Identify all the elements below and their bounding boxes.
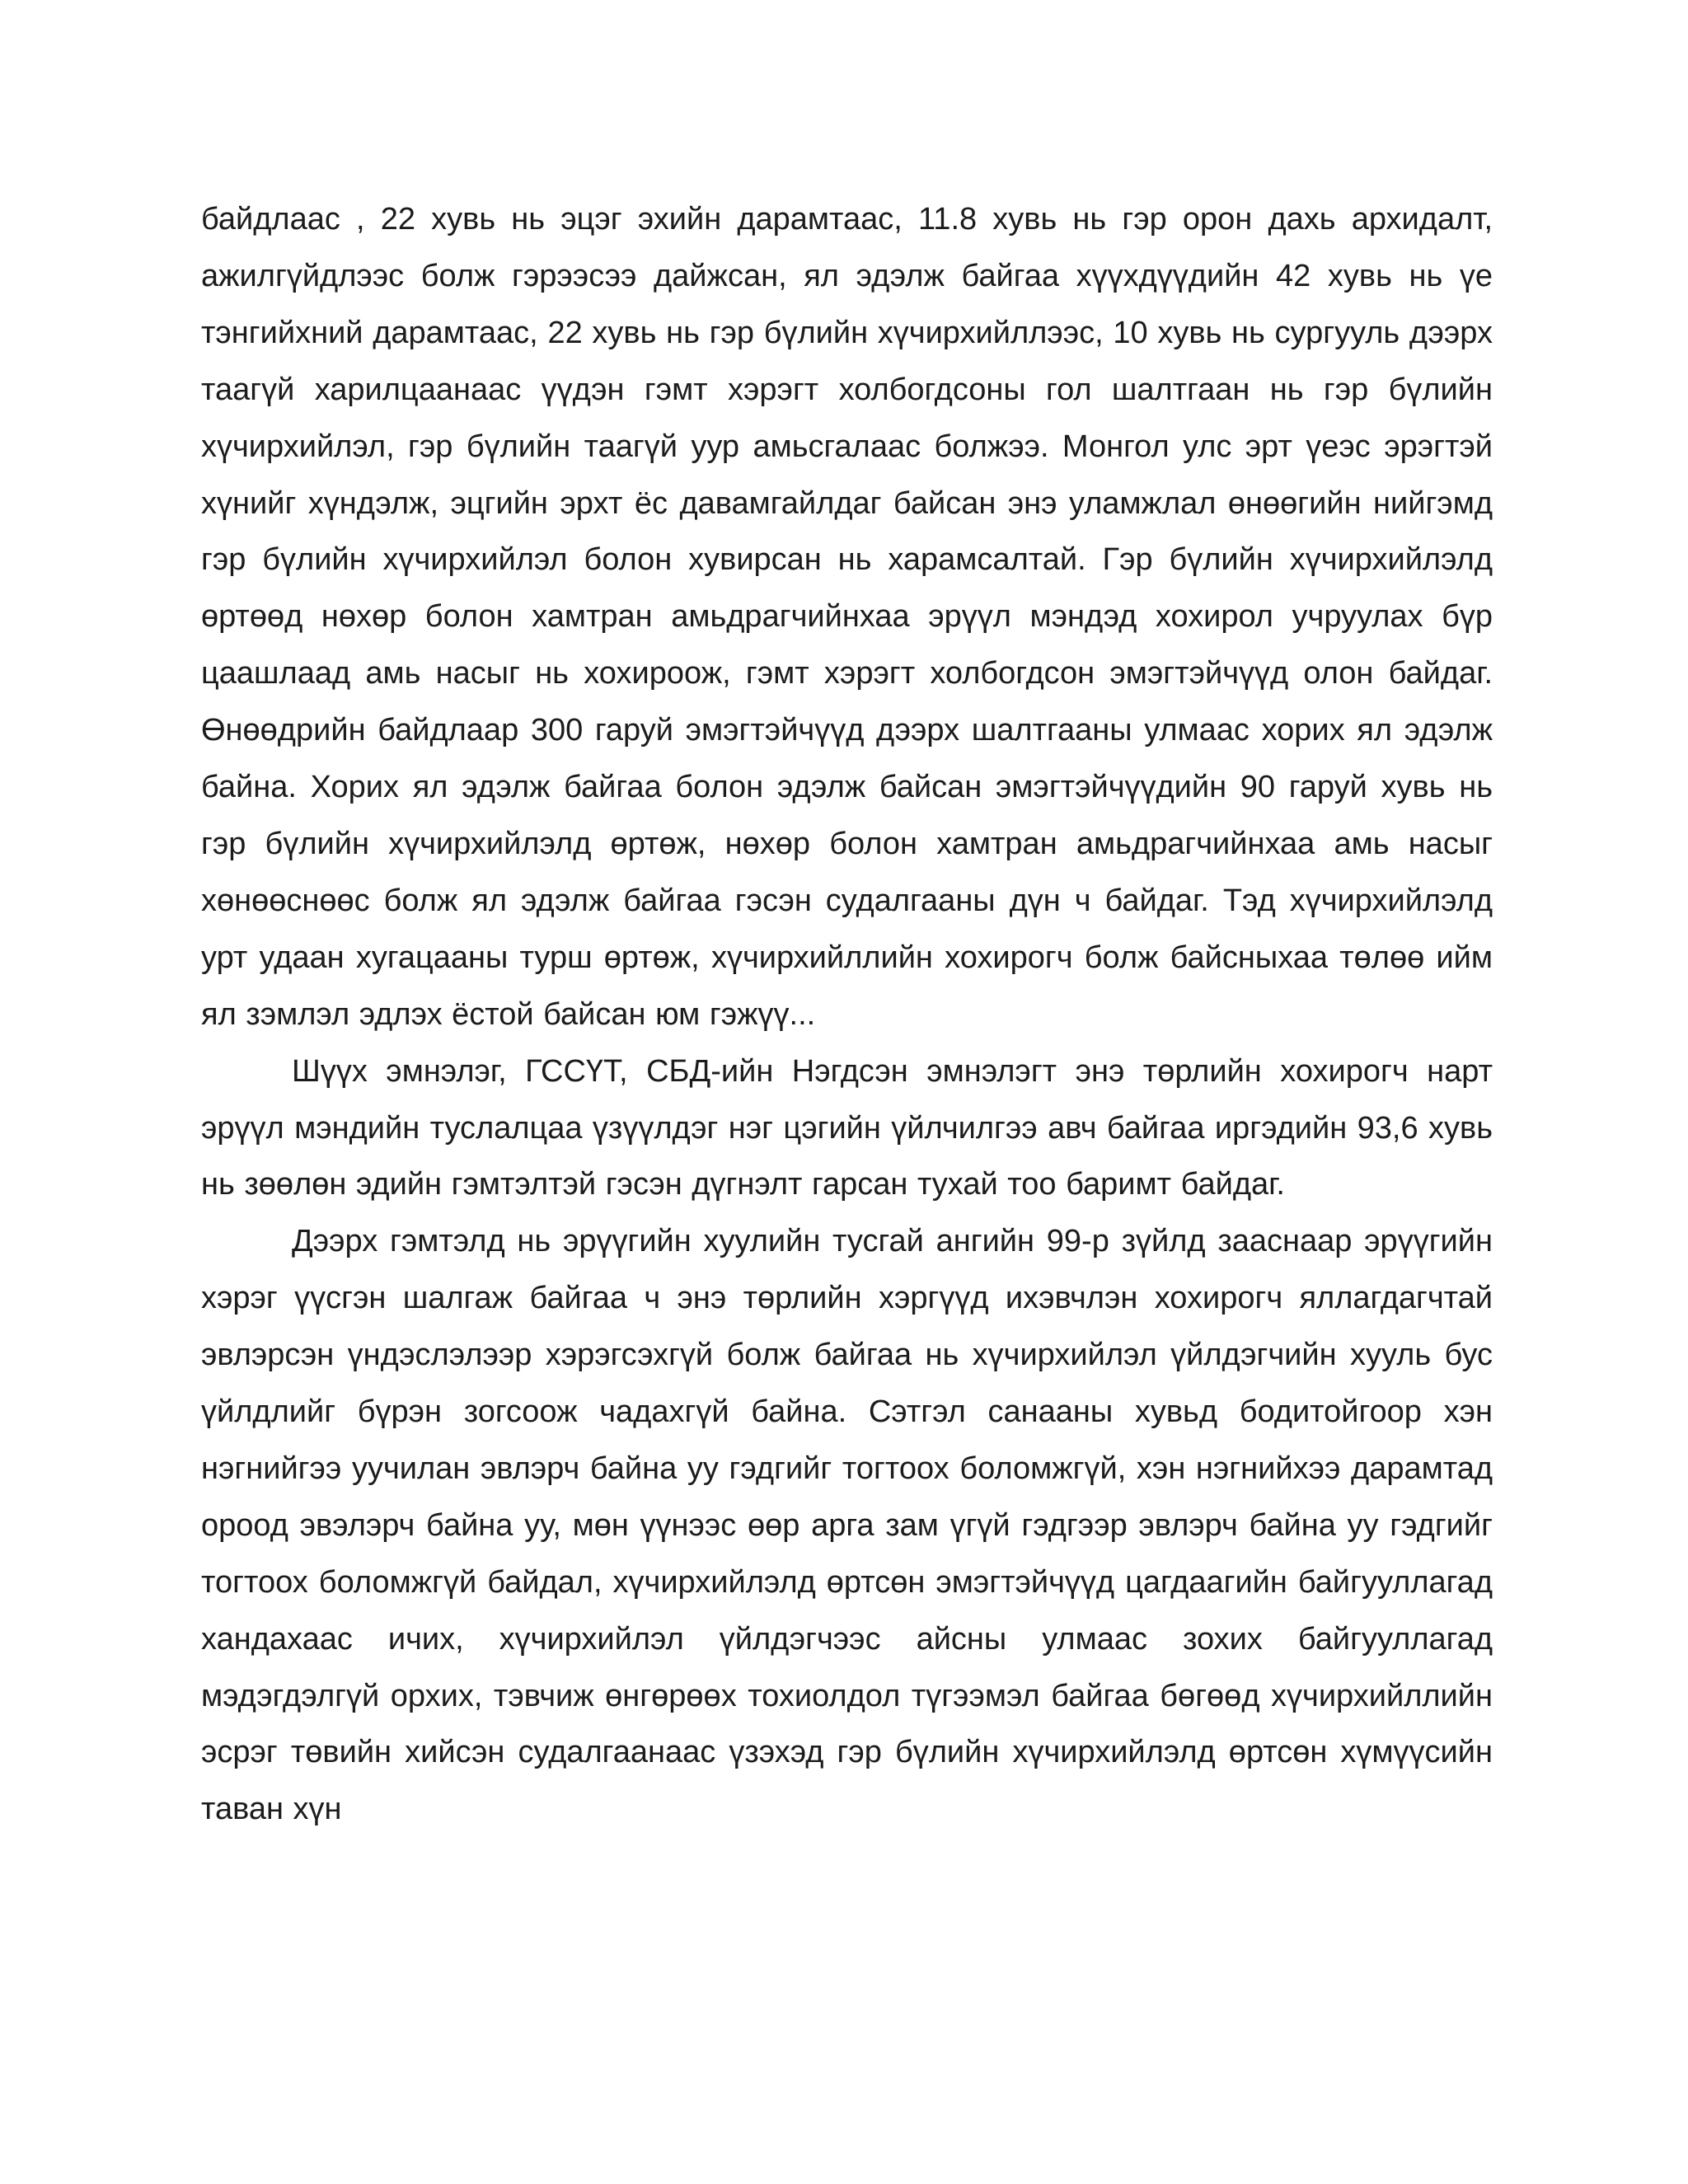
paragraph-2: Шүүх эмнэлэг, ГССҮТ, СБД-ийн Нэгдсэн эмнэлэгт энэ төрлийн хохирогч нарт эрүүл мэндийн туслалцаа үзүүлдэг нэг цэгийн үйлчилгээ авч байгаа иргэдийн 93,6 хувь нь зөөлөн эдийн гэмтэлтэй гэсэн дүгнэлт гарсан тухай тоо баримт байдаг. bbox=[201, 1053, 1493, 1202]
paragraph-1: байдлаас , 22 хувь нь эцэг эхийн дарамтаас, 11.8 хувь нь гэр орон дахь архидалт, ажилгүйдлээс болж гэрээсээ дайжсан, ял эдэлж байгаа хүүхдүүдийн 42 хувь нь үе тэнгийхний дарамтаас, 22 хувь нь гэр бүлийн хүчирхийллээс, 10 хувь нь сургууль дээрх таагүй харилцаанаас үүдэн гэмт хэрэгт холбогдсоны гол шалтгаан нь гэр бүлийн хүчирхийлэл, гэр бүлийн таагүй уур амьсгалаас болжээ. Монгол улс эрт үеэс эрэгтэй хүнийг хүндэлж, эцгийн эрхт ёс давамгайлдаг байсан энэ уламжлал өнөөгийн нийгэмд гэр бүлийн хүчирхийлэл болон хувирсан нь харамсалтай. Гэр бүлийн хүчирхийлэлд өртөөд нөхөр болон хамтран амьдрагчийнхаа эрүүл мэндэд хохирол учруулах бүр цаашлаад амь насыг нь хохироож, гэмт хэрэгт холбогдсон эмэгтэйчүүд олон байдаг. Өнөөдрийн байдлаар 300 гаруй эмэгтэйчүүд дээрх шалтгааны улмаас хорих ял эдэлж байна. Хорих ял эдэлж байгаа болон эдэлж байсан эмэгтэйчүүдийн 90 гаруй хувь нь гэр бүлийн хүчирхийлэлд өртөж, нөхөр болон хамтран амьдрагчийнхаа амь насыг хөнөөснөөс болж ял эдэлж байгаа гэсэн судалгааны дүн ч байдаг. Тэд хүчирхийлэлд урт удаан хугацааны турш өртөж, хүчирхийллийн хохирогч болж байсныхаа төлөө ийм ял зэмлэл эдлэх ёстой байсан юм гэжүү... bbox=[201, 202, 1493, 1032]
paragraph-3: Дээрх гэмтэлд нь эрүүгийн хуулийн тусгай ангийн 99-р зүйлд зааснаар эрүүгийн хэрэг үүсгэн шалгаж байгаа ч энэ төрлийн хэргүүд ихэвчлэн хохирогч яллагдагчтай эвлэрсэн үндэслэлээр хэрэгсэхгүй болж байгаа нь хүчирхийлэл үйлдэгчийн хууль бус үйлдлийг бүрэн зогсоож чадахгүй байна. Сэтгэл санааны хувьд бодитойгоор хэн нэгнийгээ уучилан эвлэрч байна уу гэдгийг тогтоох боломжгүй, хэн нэгнийхээ дарамтад ороод эвэлэрч байна уу, мөн үүнээс өөр арга зам үгүй гэдгээр эвлэрч байна уу гэдгийг тогтоох боломжгүй байдал, хүчирхийлэлд өртсөн эмэгтэйчүүд цагдаагийн байгууллагад хандахаас ичих, хүчирхийлэл үйлдэгчээс айсны улмаас зохих байгууллагад мэдэгдэлгүй орхих, тэвчиж өнгөрөөх тохиолдол түгээмэл байгаа бөгөөд хүчирхийллийн эсрэг төвийн хийсэн судалгаанаас үзэхэд гэр бүлийн хүчирхийлэлд өртсөн хүмүүсийн таван хүн bbox=[201, 1224, 1493, 1827]
document-body bbox=[201, 191, 1493, 1838]
